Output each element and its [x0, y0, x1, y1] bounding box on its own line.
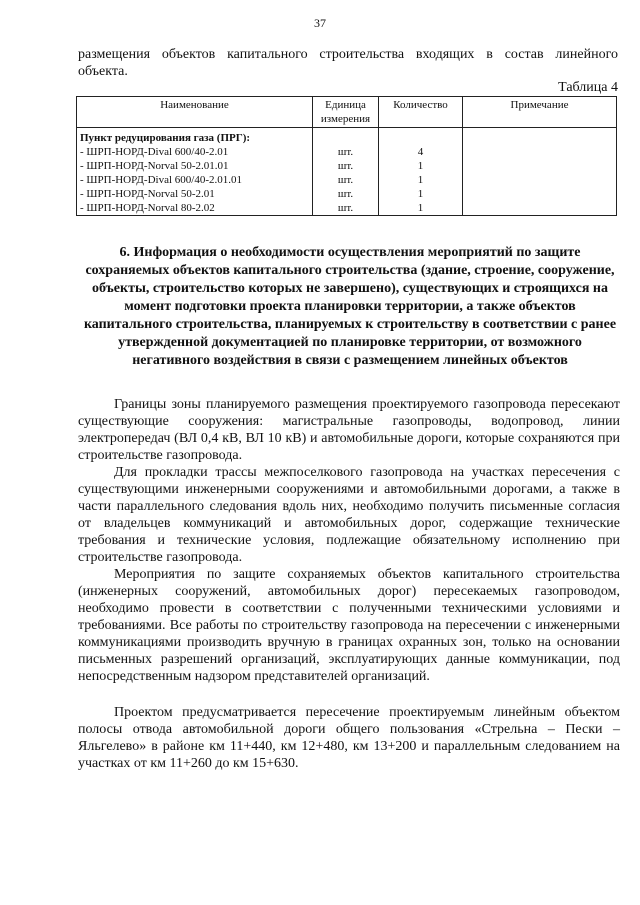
header-quantity: Количество	[379, 97, 463, 128]
header-name: Наименование	[77, 97, 313, 128]
row-quantity: 4	[379, 145, 463, 159]
paragraph: Проектом предусматривается пересечение проектируемым линейным объектом полосы отвода автомобильной дороги общего пользования «Стрельна – Пески – Яльгелево» в районе км 11+440, км 12+480, км 13+200 и параллельным следованием на участках от км 11+260 до км 15+630.	[78, 705, 620, 771]
row-note	[463, 173, 617, 187]
row-name: - ШРП-НОРД-Norval 80-2.02	[77, 201, 313, 216]
equipment-table	[76, 96, 617, 216]
table-row	[77, 145, 617, 159]
page-number: 37	[314, 16, 326, 30]
paragraph: Для прокладки трассы межпоселкового газопровода на участках пересечения с существующими инженерными сооружениями и автомобильными дорогами, а также в части параллельного следования вдоль них, необходимо получить письменные согласия от владельцев коммуникаций и автомобильных дорог, содержащие технические требования и технические условия, подлежащие обязательному исполнению при строительстве газопровода.	[78, 465, 620, 565]
row-note	[463, 187, 617, 201]
row-unit: шт.	[313, 187, 379, 201]
row-note	[463, 159, 617, 173]
row-name: - ШРП-НОРД-Dival 600/40-2.01.01	[77, 173, 313, 187]
row-quantity: 1	[379, 187, 463, 201]
table-caption: Таблица 4	[558, 80, 618, 95]
row-unit: шт.	[313, 201, 379, 216]
group-title: Пункт редуцирования газа (ПРГ):	[77, 128, 313, 146]
row-unit: шт.	[313, 145, 379, 159]
paragraph: Границы зоны планируемого размещения проектируемого газопровода пересекают существующие сооружения: магистральные газопроводы, водопровод, линии электропередач (ВЛ 0,4 кВ, ВЛ 10 кВ) и автомобильные дороги, которые сохраняются при строительстве газопровода.	[78, 397, 620, 463]
paragraph: Мероприятия по защите сохраняемых объектов капитального строительства (инженерных сооружений, автомобильных дорог) пересекаемых газопроводом, необходимо провести в соответствии с полученными техническими условиями и требованиями. Все работы по строительству газопровода на пересечении с инженерными коммуникациями производить вручную в границах охранных зон, только на основании письменных разрешений организаций, эксплуатирующих данные коммуникации, под непосредственным надзором представителей организаций.	[78, 567, 620, 684]
table-row	[77, 201, 617, 216]
row-note	[463, 201, 617, 216]
row-name: - ШРП-НОРД-Norval 50-2.01.01	[77, 159, 313, 173]
row-unit: шт.	[313, 173, 379, 187]
row-quantity: 1	[379, 159, 463, 173]
table-row	[77, 159, 617, 173]
body-text	[78, 396, 620, 772]
intro-text	[78, 46, 618, 80]
section-heading: 6. Информация о необходимости осуществления мероприятий по защите сохраняемых объектов капитального строительства (здание, строение, сооружение, объекты, строительство которых не завершено), существующих и строящихся на момент подготовки проекта планировки территории, а также объектов капитального строительства, планируемых к строительству в соответствии с ранее утвержденной документацией по планировке территории, от возможного негативного воздействия в связи с размещением линейных объектов	[83, 245, 617, 368]
row-name: - ШРП-НОРД-Dival 600/40-2.01	[77, 145, 313, 159]
header-unit: Единица измерения	[313, 97, 379, 128]
row-note	[463, 145, 617, 159]
table-row	[77, 173, 617, 187]
row-unit: шт.	[313, 159, 379, 173]
header-note: Примечание	[463, 97, 617, 128]
table-row	[77, 187, 617, 201]
intro-line-1: размещения объектов капитального строительства входящих в состав линейного	[78, 47, 618, 62]
intro-line-2: объекта.	[78, 64, 128, 79]
table-group-row	[77, 128, 617, 146]
row-quantity: 1	[379, 173, 463, 187]
row-name: - ШРП-НОРД-Norval 50-2.01	[77, 187, 313, 201]
table-header-row	[77, 97, 617, 128]
row-quantity: 1	[379, 201, 463, 216]
